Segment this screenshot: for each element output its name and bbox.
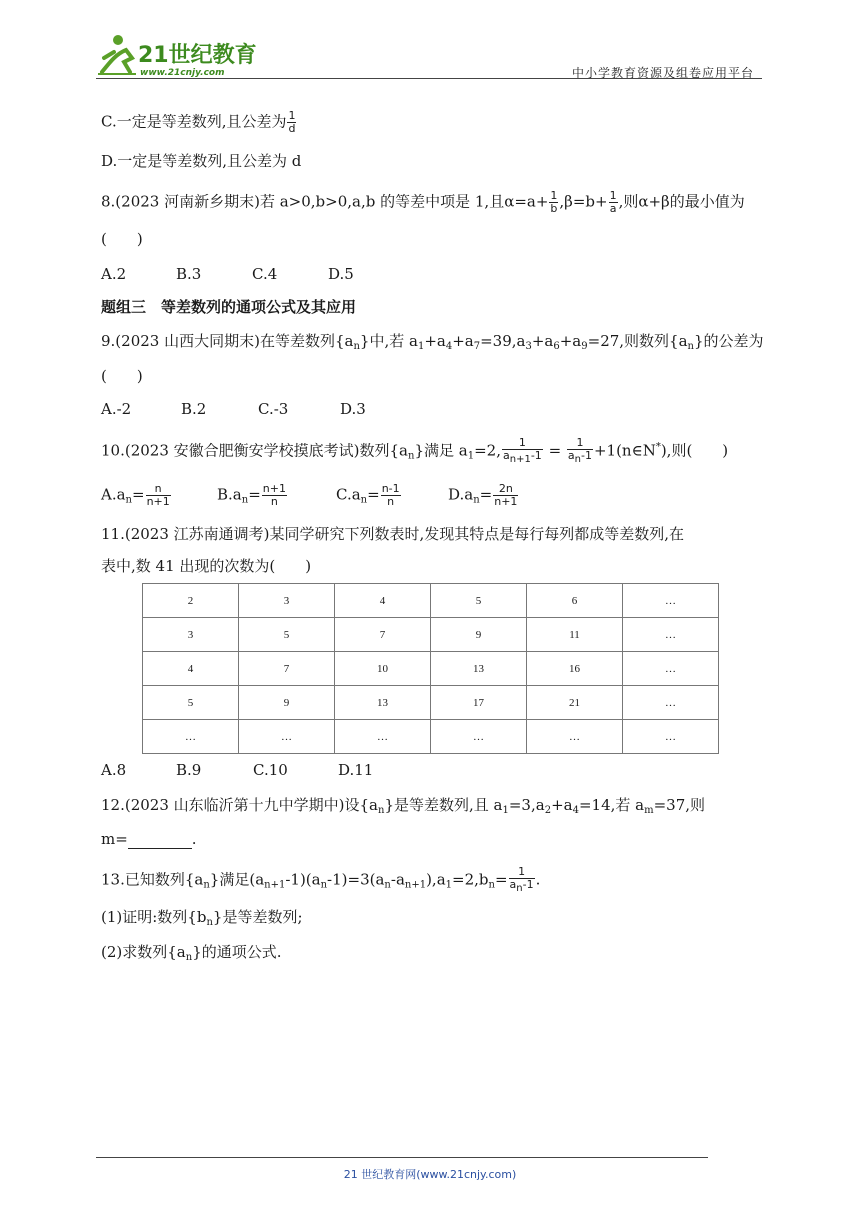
q12-answer-line: m= . xyxy=(101,830,197,848)
q8-paren: ( ) xyxy=(101,230,143,248)
platform-name: 中小学教育资源及组卷应用平台 xyxy=(571,66,754,80)
svg-text:21世纪教育: 21世纪教育 xyxy=(138,43,257,68)
svg-text:www.21cnjy.com: www.21cnjy.com xyxy=(140,68,225,78)
section-heading: 题组三 等差数列的通项公式及其应用 xyxy=(101,298,357,316)
q9-stem: 9.(2023 山西大同期末)在等差数列$\{a_n\}$中,若 $a_1+a_4+a_7=39,a_3+a_6+a_9=27$,则数列$\{a_n\}$的公差为 xyxy=(101,332,764,352)
header-divider xyxy=(96,78,762,79)
table-row: … … … … … … xyxy=(143,720,719,754)
q11-stem-line2: 表中,数 41 出现的次数为( ) xyxy=(101,557,312,575)
q7-option-d: D.一定是等差数列,且公差为 d xyxy=(101,152,302,170)
q13-stem: 13.已知数列$\{a_n\}$满足$(a_{n+1}-1)(a_n-1)=3(a_n-a_{n+1}),a_1=2,b_n=$ $\frac{1}{an-1}$ . xyxy=(101,865,541,894)
q9-paren: ( ) xyxy=(101,367,143,385)
table-row: 2 3 4 5 6 … xyxy=(143,584,719,618)
q10-options: $A.a_n=$ $\frac{n}{n+1}$ $B.a_n=$ $\frac{n+1}{n}$ $C.a_n=$ $\frac{n-1}{n}$ $D.a_n=$ $\frac{2n}{n+1}$ xyxy=(101,482,518,508)
q13-part1: (1)证明:数列$\{b_n\}$是等差数列; xyxy=(101,908,303,928)
q9-options: A.-2 B.2 C.-3 D.3 xyxy=(101,400,366,418)
answer-blank[interactable] xyxy=(128,834,192,849)
page-header xyxy=(96,28,762,80)
q10-stem: 10.(2023 安徽合肥衡安学校摸底考试)数列$\{a_n\}$满足 $a_1=2$, $\frac{1}{an+1-1}$ = $\frac{1}{an-1}$ +1(n∈N*),则( ) xyxy=(101,436,729,465)
q13-part2: (2)求数列$\{a_n\}$的通项公式. xyxy=(101,943,282,963)
table-row: 5 9 13 17 21 … xyxy=(143,686,719,720)
footer-link[interactable]: 21 世纪教育网(www.21cnjy.com) xyxy=(343,1168,517,1181)
q12-stem: 12.(2023 山东临沂第十九中学期中)设$\{a_n\}$是等差数列,且 $a_1=3,a_2+a_4=14$,若 $a_m=37$,则 xyxy=(101,796,706,816)
q11-options: A.8 B.9 C.10 D.11 xyxy=(101,761,374,779)
q11-stem-line1: 11.(2023 江苏南通调考)某同学研究下列数表时,发现其特点是每行每列都成等差数列,在 xyxy=(101,525,685,543)
q8-stem: 8.(2023 河南新乡期末)若 a>0,b>0,a,b 的等差中项是 1,且α=a+ $\frac{1}{b}$ ,β=b+ $\frac{1}{a}$ ,则α+β的最小值为 xyxy=(101,189,745,215)
q7-option-c: C.一定是等差数列,且公差为 $\frac{1}{d}$ xyxy=(101,109,296,135)
footer-divider xyxy=(96,1157,708,1158)
table-row: 4 7 10 13 16 … xyxy=(143,652,719,686)
q8-options: A.2 B.3 C.4 D.5 xyxy=(101,265,354,283)
table-row: 3 5 7 9 11 … xyxy=(143,618,719,652)
logo-21cnjy xyxy=(96,32,266,78)
number-table xyxy=(142,583,719,754)
